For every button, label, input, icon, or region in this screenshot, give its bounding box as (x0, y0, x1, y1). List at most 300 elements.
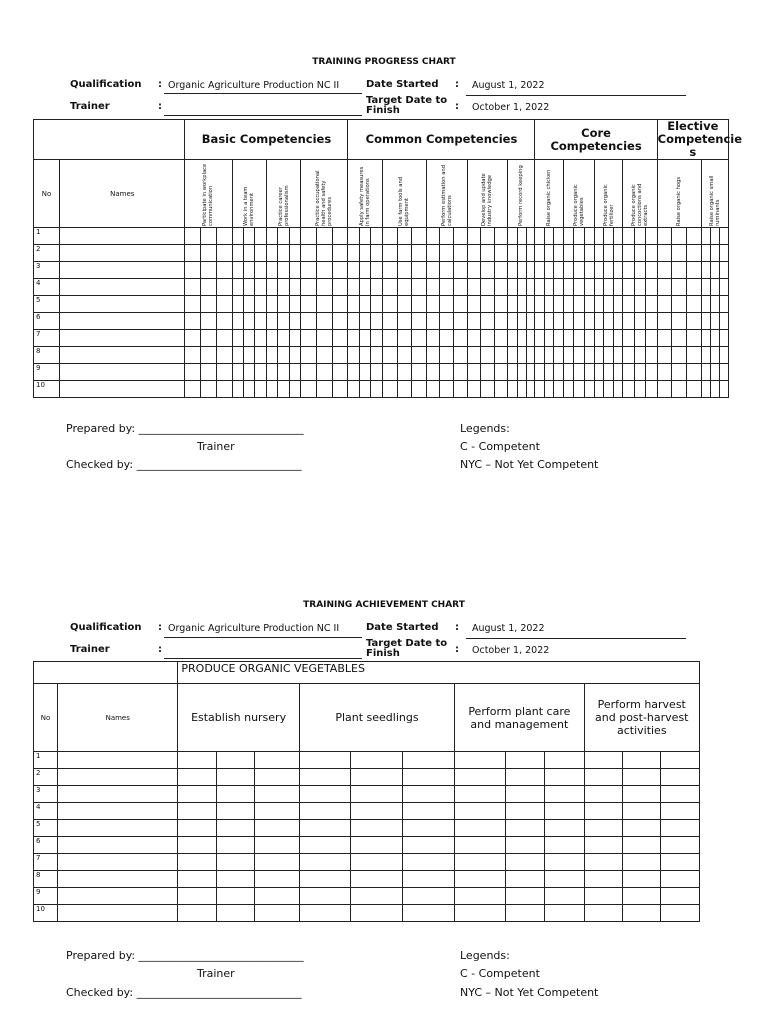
mark-cell[interactable] (348, 313, 359, 330)
mark-cell[interactable] (299, 803, 350, 820)
mark-cell[interactable] (646, 279, 658, 296)
mark-cell[interactable] (453, 245, 467, 262)
mark-cell[interactable] (584, 364, 594, 381)
mark-cell[interactable] (545, 786, 584, 803)
mark-cell[interactable] (426, 279, 440, 296)
mark-cell[interactable] (634, 262, 645, 279)
mark-cell[interactable] (623, 330, 634, 347)
mark-cell[interactable] (371, 313, 382, 330)
mark-cell[interactable] (255, 262, 266, 279)
mark-cell[interactable] (301, 313, 317, 330)
mark-cell[interactable] (254, 905, 299, 922)
mark-cell[interactable] (574, 364, 584, 381)
mark-cell[interactable] (455, 769, 506, 786)
mark-cell[interactable] (350, 888, 402, 905)
mark-cell[interactable] (403, 871, 455, 888)
mark-cell[interactable] (255, 381, 266, 398)
mark-cell[interactable] (634, 364, 645, 381)
mark-cell[interactable] (563, 313, 573, 330)
mark-cell[interactable] (185, 262, 201, 279)
mark-cell[interactable] (201, 245, 217, 262)
mark-cell[interactable] (574, 262, 584, 279)
name-cell[interactable] (58, 905, 178, 922)
mark-cell[interactable] (185, 347, 201, 364)
mark-cell[interactable] (701, 313, 710, 330)
mark-cell[interactable] (403, 769, 455, 786)
mark-cell[interactable] (584, 347, 594, 364)
mark-cell[interactable] (545, 752, 584, 769)
mark-cell[interactable] (563, 364, 573, 381)
mark-cell[interactable] (584, 279, 594, 296)
mark-cell[interactable] (216, 347, 232, 364)
mark-cell[interactable] (426, 245, 440, 262)
mark-cell[interactable] (467, 313, 481, 330)
mark-cell[interactable] (508, 364, 517, 381)
mark-cell[interactable] (646, 330, 658, 347)
mark-cell[interactable] (544, 245, 553, 262)
mark-cell[interactable] (634, 228, 645, 245)
mark-cell[interactable] (506, 769, 545, 786)
mark-cell[interactable] (527, 228, 535, 245)
mark-cell[interactable] (604, 245, 613, 262)
mark-cell[interactable] (397, 228, 412, 245)
mark-cell[interactable] (359, 245, 370, 262)
mark-cell[interactable] (660, 888, 699, 905)
mark-cell[interactable] (594, 364, 603, 381)
mark-cell[interactable] (317, 330, 333, 347)
name-cell[interactable] (60, 228, 185, 245)
mark-cell[interactable] (266, 313, 277, 330)
name-cell[interactable] (60, 364, 185, 381)
mark-cell[interactable] (185, 364, 201, 381)
mark-cell[interactable] (426, 381, 440, 398)
mark-cell[interactable] (243, 347, 254, 364)
mark-cell[interactable] (350, 871, 402, 888)
mark-cell[interactable] (299, 769, 350, 786)
mark-cell[interactable] (359, 313, 370, 330)
mark-cell[interactable] (201, 313, 217, 330)
mark-cell[interactable] (216, 854, 254, 871)
mark-cell[interactable] (494, 364, 508, 381)
mark-cell[interactable] (455, 803, 506, 820)
mark-cell[interactable] (701, 279, 710, 296)
mark-cell[interactable] (254, 871, 299, 888)
mark-cell[interactable] (332, 313, 348, 330)
mark-cell[interactable] (594, 296, 603, 313)
mark-cell[interactable] (371, 262, 382, 279)
mark-cell[interactable] (301, 279, 317, 296)
mark-cell[interactable] (371, 330, 382, 347)
mark-cell[interactable] (467, 364, 481, 381)
name-cell[interactable] (60, 245, 185, 262)
mark-cell[interactable] (623, 381, 634, 398)
mark-cell[interactable] (527, 313, 535, 330)
mark-cell[interactable] (412, 313, 427, 330)
mark-cell[interactable] (710, 347, 719, 364)
mark-cell[interactable] (332, 296, 348, 313)
mark-cell[interactable] (481, 279, 495, 296)
mark-cell[interactable] (371, 296, 382, 313)
mark-cell[interactable] (382, 262, 397, 279)
mark-cell[interactable] (481, 313, 495, 330)
mark-cell[interactable] (185, 330, 201, 347)
mark-cell[interactable] (278, 313, 289, 330)
mark-cell[interactable] (494, 228, 508, 245)
mark-cell[interactable] (613, 279, 622, 296)
mark-cell[interactable] (255, 279, 266, 296)
mark-cell[interactable] (517, 228, 526, 245)
mark-cell[interactable] (646, 245, 658, 262)
mark-cell[interactable] (426, 313, 440, 330)
mark-cell[interactable] (545, 871, 584, 888)
mark-cell[interactable] (594, 347, 603, 364)
name-cell[interactable] (60, 347, 185, 364)
mark-cell[interactable] (660, 905, 699, 922)
mark-cell[interactable] (544, 364, 553, 381)
mark-cell[interactable] (563, 262, 573, 279)
mark-cell[interactable] (278, 228, 289, 245)
mark-cell[interactable] (359, 296, 370, 313)
mark-cell[interactable] (506, 837, 545, 854)
mark-cell[interactable] (178, 888, 216, 905)
mark-cell[interactable] (544, 330, 553, 347)
mark-cell[interactable] (613, 347, 622, 364)
mark-cell[interactable] (613, 313, 622, 330)
mark-cell[interactable] (348, 296, 359, 313)
name-cell[interactable] (58, 837, 178, 854)
mark-cell[interactable] (545, 769, 584, 786)
mark-cell[interactable] (301, 330, 317, 347)
mark-cell[interactable] (508, 262, 517, 279)
mark-cell[interactable] (216, 228, 232, 245)
mark-cell[interactable] (517, 330, 526, 347)
mark-cell[interactable] (299, 888, 350, 905)
mark-cell[interactable] (453, 296, 467, 313)
mark-cell[interactable] (185, 228, 201, 245)
mark-cell[interactable] (686, 381, 701, 398)
mark-cell[interactable] (506, 752, 545, 769)
mark-cell[interactable] (216, 786, 254, 803)
mark-cell[interactable] (467, 245, 481, 262)
name-cell[interactable] (60, 313, 185, 330)
mark-cell[interactable] (243, 330, 254, 347)
mark-cell[interactable] (494, 296, 508, 313)
mark-cell[interactable] (266, 279, 277, 296)
mark-cell[interactable] (359, 279, 370, 296)
mark-cell[interactable] (604, 279, 613, 296)
mark-cell[interactable] (508, 330, 517, 347)
mark-cell[interactable] (657, 296, 672, 313)
mark-cell[interactable] (453, 330, 467, 347)
mark-cell[interactable] (266, 228, 277, 245)
mark-cell[interactable] (622, 786, 660, 803)
mark-cell[interactable] (350, 854, 402, 871)
mark-cell[interactable] (403, 786, 455, 803)
mark-cell[interactable] (359, 347, 370, 364)
mark-cell[interactable] (545, 820, 584, 837)
mark-cell[interactable] (672, 262, 687, 279)
mark-cell[interactable] (301, 364, 317, 381)
mark-cell[interactable] (672, 279, 687, 296)
mark-cell[interactable] (623, 228, 634, 245)
mark-cell[interactable] (348, 330, 359, 347)
mark-cell[interactable] (397, 296, 412, 313)
mark-cell[interactable] (672, 364, 687, 381)
mark-cell[interactable] (622, 752, 660, 769)
mark-cell[interactable] (517, 313, 526, 330)
mark-cell[interactable] (506, 786, 545, 803)
mark-cell[interactable] (657, 381, 672, 398)
mark-cell[interactable] (545, 854, 584, 871)
mark-cell[interactable] (481, 364, 495, 381)
mark-cell[interactable] (506, 820, 545, 837)
mark-cell[interactable] (371, 279, 382, 296)
mark-cell[interactable] (467, 330, 481, 347)
mark-cell[interactable] (453, 279, 467, 296)
mark-cell[interactable] (494, 330, 508, 347)
mark-cell[interactable] (317, 279, 333, 296)
mark-cell[interactable] (535, 245, 544, 262)
mark-cell[interactable] (178, 854, 216, 871)
mark-cell[interactable] (216, 888, 254, 905)
mark-cell[interactable] (255, 364, 266, 381)
mark-cell[interactable] (660, 837, 699, 854)
mark-cell[interactable] (594, 381, 603, 398)
mark-cell[interactable] (301, 381, 317, 398)
mark-cell[interactable] (332, 245, 348, 262)
mark-cell[interactable] (574, 279, 584, 296)
mark-cell[interactable] (254, 786, 299, 803)
mark-cell[interactable] (216, 803, 254, 820)
mark-cell[interactable] (397, 381, 412, 398)
mark-cell[interactable] (371, 245, 382, 262)
mark-cell[interactable] (527, 279, 535, 296)
mark-cell[interactable] (646, 347, 658, 364)
mark-cell[interactable] (646, 313, 658, 330)
mark-cell[interactable] (623, 279, 634, 296)
mark-cell[interactable] (289, 313, 300, 330)
mark-cell[interactable] (201, 330, 217, 347)
mark-cell[interactable] (455, 837, 506, 854)
mark-cell[interactable] (403, 854, 455, 871)
mark-cell[interactable] (622, 803, 660, 820)
mark-cell[interactable] (710, 228, 719, 245)
mark-cell[interactable] (710, 262, 719, 279)
mark-cell[interactable] (266, 245, 277, 262)
mark-cell[interactable] (440, 381, 454, 398)
mark-cell[interactable] (584, 786, 622, 803)
mark-cell[interactable] (535, 364, 544, 381)
name-cell[interactable] (58, 888, 178, 905)
mark-cell[interactable] (594, 245, 603, 262)
mark-cell[interactable] (289, 245, 300, 262)
mark-cell[interactable] (544, 381, 553, 398)
mark-cell[interactable] (657, 279, 672, 296)
mark-cell[interactable] (660, 752, 699, 769)
mark-cell[interactable] (278, 347, 289, 364)
mark-cell[interactable] (266, 296, 277, 313)
mark-cell[interactable] (535, 262, 544, 279)
mark-cell[interactable] (455, 888, 506, 905)
mark-cell[interactable] (397, 262, 412, 279)
mark-cell[interactable] (508, 228, 517, 245)
mark-cell[interactable] (535, 347, 544, 364)
mark-cell[interactable] (554, 364, 563, 381)
mark-cell[interactable] (178, 752, 216, 769)
mark-cell[interactable] (317, 296, 333, 313)
mark-cell[interactable] (348, 381, 359, 398)
mark-cell[interactable] (301, 262, 317, 279)
mark-cell[interactable] (660, 786, 699, 803)
mark-cell[interactable] (289, 262, 300, 279)
mark-cell[interactable] (426, 330, 440, 347)
mark-cell[interactable] (701, 364, 710, 381)
mark-cell[interactable] (185, 313, 201, 330)
mark-cell[interactable] (254, 803, 299, 820)
mark-cell[interactable] (299, 905, 350, 922)
mark-cell[interactable] (622, 837, 660, 854)
mark-cell[interactable] (506, 888, 545, 905)
mark-cell[interactable] (574, 296, 584, 313)
mark-cell[interactable] (382, 313, 397, 330)
mark-cell[interactable] (604, 228, 613, 245)
mark-cell[interactable] (243, 262, 254, 279)
mark-cell[interactable] (412, 279, 427, 296)
mark-cell[interactable] (623, 296, 634, 313)
mark-cell[interactable] (254, 752, 299, 769)
mark-cell[interactable] (535, 313, 544, 330)
mark-cell[interactable] (216, 296, 232, 313)
mark-cell[interactable] (317, 245, 333, 262)
mark-cell[interactable] (201, 279, 217, 296)
mark-cell[interactable] (467, 279, 481, 296)
mark-cell[interactable] (584, 837, 622, 854)
mark-cell[interactable] (563, 330, 573, 347)
mark-cell[interactable] (289, 381, 300, 398)
mark-cell[interactable] (594, 228, 603, 245)
mark-cell[interactable] (440, 296, 454, 313)
mark-cell[interactable] (332, 381, 348, 398)
mark-cell[interactable] (634, 381, 645, 398)
mark-cell[interactable] (266, 262, 277, 279)
mark-cell[interactable] (216, 837, 254, 854)
mark-cell[interactable] (455, 854, 506, 871)
mark-cell[interactable] (455, 752, 506, 769)
mark-cell[interactable] (613, 381, 622, 398)
mark-cell[interactable] (544, 347, 553, 364)
mark-cell[interactable] (278, 296, 289, 313)
mark-cell[interactable] (494, 347, 508, 364)
mark-cell[interactable] (289, 228, 300, 245)
mark-cell[interactable] (254, 820, 299, 837)
mark-cell[interactable] (317, 364, 333, 381)
mark-cell[interactable] (584, 752, 622, 769)
mark-cell[interactable] (594, 262, 603, 279)
mark-cell[interactable] (554, 228, 563, 245)
mark-cell[interactable] (255, 347, 266, 364)
mark-cell[interactable] (646, 262, 658, 279)
mark-cell[interactable] (634, 245, 645, 262)
mark-cell[interactable] (371, 381, 382, 398)
name-cell[interactable] (58, 803, 178, 820)
mark-cell[interactable] (613, 296, 622, 313)
mark-cell[interactable] (232, 330, 243, 347)
mark-cell[interactable] (467, 262, 481, 279)
mark-cell[interactable] (266, 330, 277, 347)
mark-cell[interactable] (412, 381, 427, 398)
mark-cell[interactable] (574, 381, 584, 398)
mark-cell[interactable] (672, 245, 687, 262)
mark-cell[interactable] (657, 330, 672, 347)
mark-cell[interactable] (201, 228, 217, 245)
mark-cell[interactable] (481, 245, 495, 262)
mark-cell[interactable] (720, 262, 729, 279)
mark-cell[interactable] (508, 279, 517, 296)
mark-cell[interactable] (710, 245, 719, 262)
mark-cell[interactable] (403, 820, 455, 837)
mark-cell[interactable] (660, 854, 699, 871)
mark-cell[interactable] (350, 752, 402, 769)
mark-cell[interactable] (382, 381, 397, 398)
mark-cell[interactable] (686, 296, 701, 313)
name-cell[interactable] (60, 296, 185, 313)
mark-cell[interactable] (720, 313, 729, 330)
mark-cell[interactable] (720, 245, 729, 262)
mark-cell[interactable] (412, 330, 427, 347)
mark-cell[interactable] (332, 279, 348, 296)
mark-cell[interactable] (594, 279, 603, 296)
mark-cell[interactable] (613, 245, 622, 262)
mark-cell[interactable] (453, 262, 467, 279)
mark-cell[interactable] (701, 296, 710, 313)
mark-cell[interactable] (584, 245, 594, 262)
mark-cell[interactable] (563, 296, 573, 313)
mark-cell[interactable] (216, 381, 232, 398)
mark-cell[interactable] (232, 262, 243, 279)
mark-cell[interactable] (332, 364, 348, 381)
mark-cell[interactable] (185, 296, 201, 313)
mark-cell[interactable] (332, 330, 348, 347)
mark-cell[interactable] (545, 905, 584, 922)
mark-cell[interactable] (440, 228, 454, 245)
mark-cell[interactable] (178, 786, 216, 803)
mark-cell[interactable] (426, 262, 440, 279)
mark-cell[interactable] (634, 296, 645, 313)
mark-cell[interactable] (613, 364, 622, 381)
mark-cell[interactable] (481, 296, 495, 313)
mark-cell[interactable] (481, 381, 495, 398)
mark-cell[interactable] (178, 769, 216, 786)
mark-cell[interactable] (604, 262, 613, 279)
mark-cell[interactable] (243, 296, 254, 313)
mark-cell[interactable] (455, 820, 506, 837)
mark-cell[interactable] (317, 262, 333, 279)
mark-cell[interactable] (554, 279, 563, 296)
mark-cell[interactable] (266, 381, 277, 398)
mark-cell[interactable] (622, 888, 660, 905)
mark-cell[interactable] (545, 888, 584, 905)
mark-cell[interactable] (584, 820, 622, 837)
name-cell[interactable] (60, 262, 185, 279)
mark-cell[interactable] (672, 330, 687, 347)
mark-cell[interactable] (613, 330, 622, 347)
mark-cell[interactable] (646, 381, 658, 398)
mark-cell[interactable] (382, 330, 397, 347)
mark-cell[interactable] (527, 245, 535, 262)
mark-cell[interactable] (299, 854, 350, 871)
mark-cell[interactable] (232, 313, 243, 330)
mark-cell[interactable] (544, 296, 553, 313)
